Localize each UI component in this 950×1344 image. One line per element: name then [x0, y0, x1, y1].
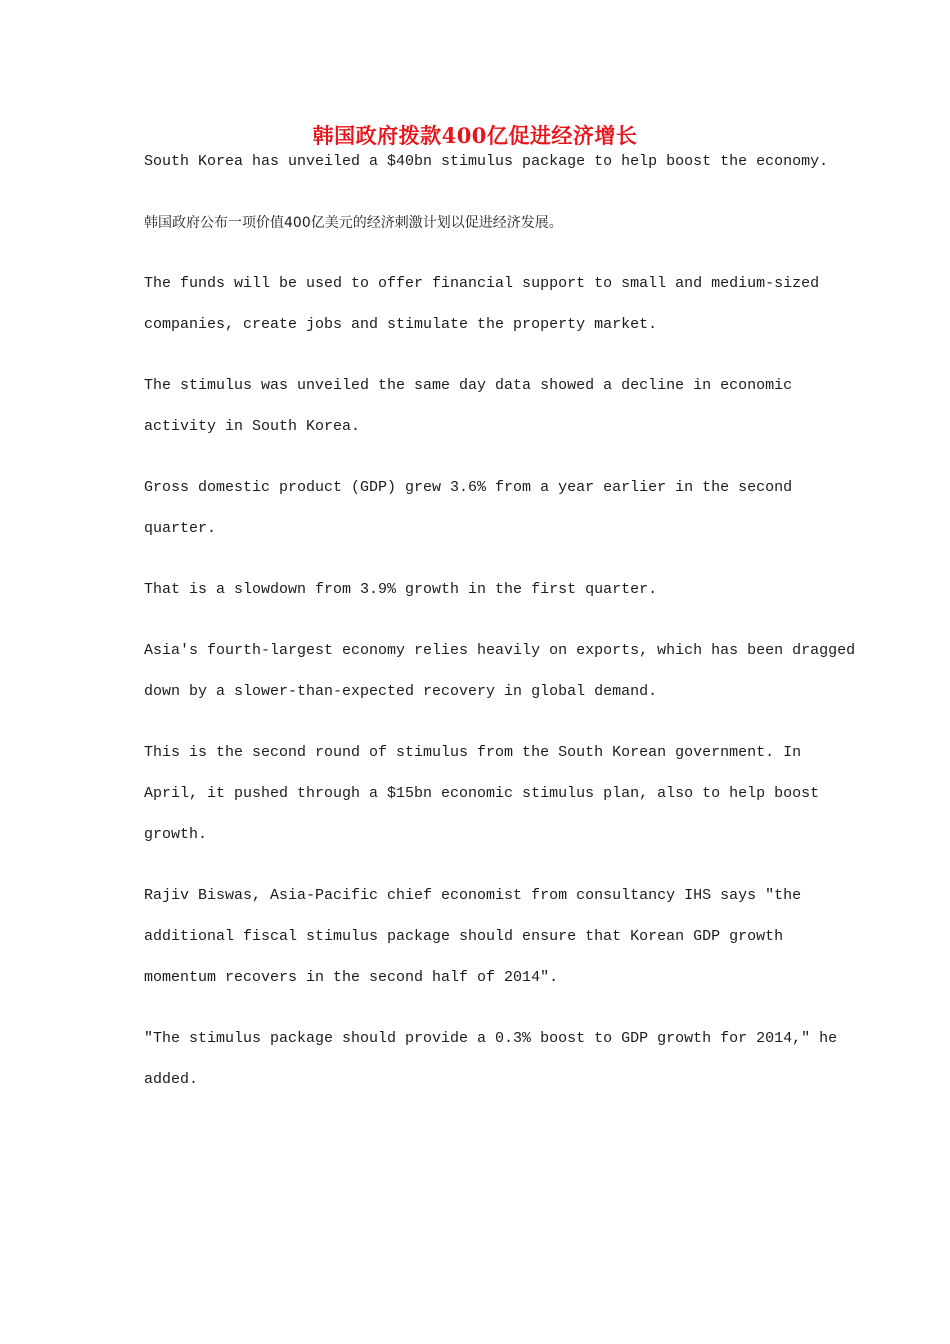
text-line-intro-zh: 韩国政府公布一项价值400亿美元的经济刺激计划以促进经济发展。 — [144, 215, 563, 231]
text-line: April, it pushed through a $15bn economic stimulus plan, also to help boost — [144, 785, 820, 802]
text-line: Asia's fourth-largest economy relies heavily on exports, which has been dragged — [144, 642, 856, 659]
text-line: quarter. — [144, 520, 217, 537]
text-line: momentum recovers in the second half of 2014". — [144, 969, 559, 986]
text-line: added. — [144, 1071, 199, 1088]
text-line: companies, create jobs and stimulate the property market. — [144, 316, 658, 333]
text-line: The stimulus was unveiled the same day data showed a decline in economic — [144, 377, 793, 394]
text-line: activity in South Korea. — [144, 418, 361, 435]
text-line: Rajiv Biswas, Asia-Pacific chief economist from consultancy IHS says "the — [144, 887, 802, 904]
article-title: 韩国政府拨款400亿促进经济增长 — [312, 123, 638, 148]
text-line: "The stimulus package should provide a 0.3% boost to GDP growth for 2014," he — [144, 1030, 838, 1047]
text-line-intro-en: South Korea has unveiled a $40bn stimulus package to help boost the economy. — [144, 153, 829, 170]
text-line: That is a slowdown from 3.9% growth in the first quarter. — [144, 581, 658, 598]
text-line: down by a slower-than-expected recovery in global demand. — [144, 683, 658, 700]
text-line: The funds will be used to offer financial support to small and medium-sized — [144, 275, 820, 292]
text-line: This is the second round of stimulus from the South Korean government. In — [144, 744, 802, 761]
text-line: growth. — [144, 826, 208, 843]
text-line: additional fiscal stimulus package should ensure that Korean GDP growth — [144, 928, 784, 945]
text-line: Gross domestic product (GDP) grew 3.6% from a year earlier in the second — [144, 479, 793, 496]
